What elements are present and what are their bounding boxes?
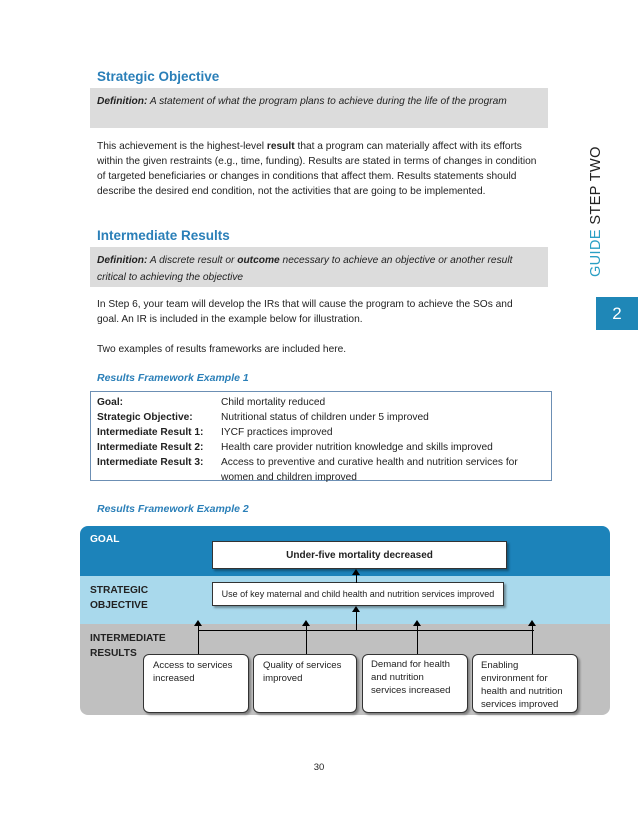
ir-node-3: Demand for health and nutrition services increased [362, 654, 468, 713]
table-row [97, 395, 545, 410]
sidebar-guide-step-label [588, 146, 604, 277]
row-label: Intermediate Result 2: [97, 442, 204, 453]
ir-node-2: Quality of services improved [253, 654, 357, 713]
row-label: Strategic Objective: [97, 412, 193, 423]
ir-definition-text-post: necessary to achieve an objective or another result critical to achieving the objective [97, 255, 513, 283]
row-label: Goal: [97, 397, 124, 408]
strategic-objective-heading: Strategic Objective [97, 69, 220, 84]
ir2-connector [306, 626, 307, 654]
so-body-text-post: that a program can materially affect with its efforts within the given restraints (e.g., time, funding). Results are stated in terms of changes in condition of targeted beneficiaries or changes in conditions that affect them. Results statements should describe the desired end condition, not the activities that are going to be implemented. [97, 141, 537, 197]
ir-node-1: Access to services increased [143, 654, 249, 713]
so-body-text-pre: This achievement is the highest-level [97, 141, 265, 152]
table-row [97, 410, 545, 425]
so-band-label-line-1: STRATEGIC [90, 585, 149, 596]
table-row [97, 425, 545, 440]
ir-definition-text-bold: outcome [237, 255, 280, 266]
ir-definition-text-pre: A discrete result or [149, 255, 235, 266]
ir-band-label-line-1: INTERMEDIATE [90, 633, 166, 644]
example-1-title: Results Framework Example 1 [97, 372, 249, 384]
ir-connector-horizontal [198, 630, 534, 631]
so-band-label-line-2: OBJECTIVE [90, 600, 148, 611]
intermediate-results-heading: Intermediate Results [97, 228, 230, 243]
goal-band-label: GOAL [90, 534, 120, 545]
so-definition-text: A statement of what the program plans to achieve during the life of the program [149, 96, 507, 107]
ir4-connector [532, 626, 533, 654]
ir-body-paragraph-2: Two examples of results frameworks are included here. [97, 344, 347, 355]
ir-definition-box [90, 247, 548, 287]
row-value: Child mortality reduced [221, 397, 326, 408]
so-node: Use of key maternal and child health and nutrition services improved [212, 582, 504, 606]
row-label: Intermediate Result 3: [97, 457, 204, 468]
row-label: Intermediate Result 1: [97, 427, 204, 438]
so-body-text-bold: result [266, 141, 295, 152]
ir-to-so-connector [356, 612, 357, 631]
ir2-arrowhead [302, 620, 310, 626]
results-framework-table [90, 391, 552, 481]
ir1-connector [198, 626, 199, 654]
sidebar-step-text: STEP TWO [588, 146, 604, 225]
ir-band-label-line-2: RESULTS [90, 648, 137, 659]
so-definition-box [90, 88, 548, 128]
ir3-connector [417, 626, 418, 654]
table-row [97, 455, 545, 485]
so-definition-label: Definition: [97, 96, 148, 107]
page-number: 30 [313, 762, 325, 773]
ir1-arrowhead [194, 620, 202, 626]
so-body-paragraph [97, 139, 537, 199]
step-number-badge: 2 [596, 297, 638, 330]
ir-definition-label: Definition: [97, 255, 148, 266]
row-value: Nutritional status of children under 5 improved [221, 412, 429, 423]
ir-to-so-arrowhead [352, 606, 360, 612]
ir4-arrowhead [528, 620, 536, 626]
ir-body-paragraph-1: In Step 6, your team will develop the IRs that will cause the program to achieve the SOs and goal. An IR is included in the example below for illustration. [97, 299, 513, 325]
so-to-goal-arrowhead [352, 569, 360, 575]
so-band-label [90, 583, 148, 613]
so-to-goal-connector [356, 575, 357, 583]
row-value: Health care provider nutrition knowledge and skills improved [221, 442, 493, 453]
row-value: IYCF practices improved [221, 427, 333, 438]
ir3-arrowhead [413, 620, 421, 626]
ir-node-4: Enabling environment for health and nutrition services improved [472, 654, 578, 713]
sidebar-guide-text: GUIDE [588, 229, 604, 277]
goal-node: Under-five mortality decreased [212, 541, 507, 569]
table-row [97, 440, 545, 455]
example-2-title: Results Framework Example 2 [97, 503, 249, 515]
row-value: Access to preventive and curative health and nutrition services for women and children improved [221, 457, 518, 483]
